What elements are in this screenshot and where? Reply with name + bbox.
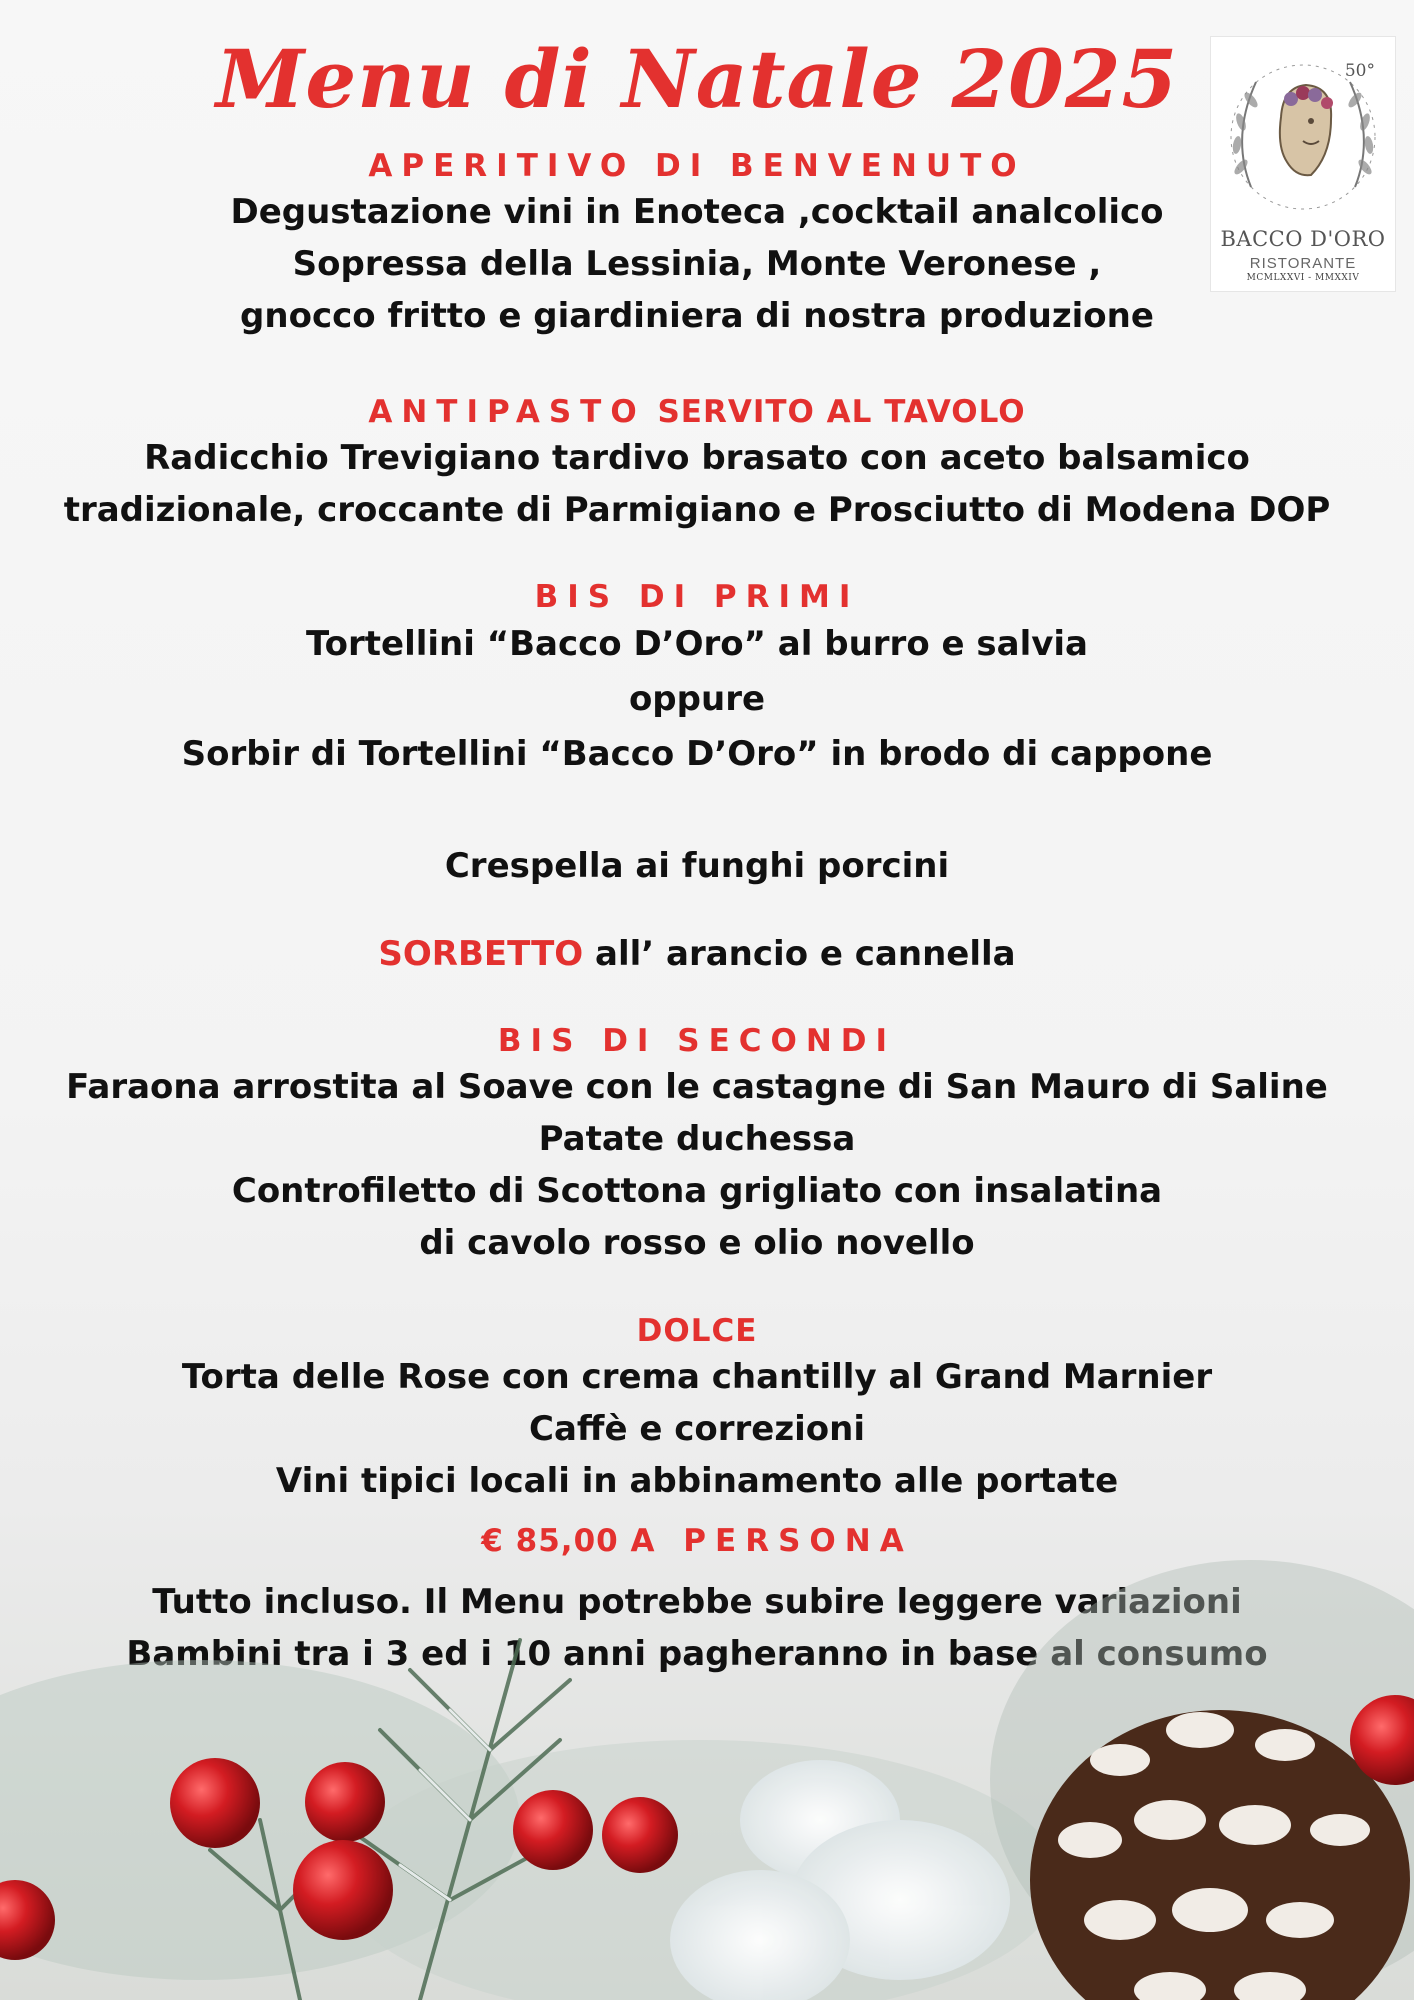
menu-line: gnocco fritto e giardiniera di nostra produzione	[240, 296, 1154, 336]
section-header: DOLCE	[636, 1313, 758, 1349]
section-crespella	[40, 840, 1354, 892]
section-header: APERITIVO DI BENVENUTO	[368, 148, 1026, 184]
menu-line: Radicchio Trevigiano tardivo brasato con aceto balsamico	[144, 438, 1250, 478]
christmas-decoration	[0, 1400, 1414, 2000]
berry-icon	[293, 1840, 393, 1940]
section-header: BIS DI SECONDI	[497, 1023, 897, 1059]
price-amount: € 85,00	[481, 1523, 619, 1559]
section-primi	[40, 577, 1354, 782]
menu-line: Degustazione vini in Enoteca ,cocktail analcolico	[230, 192, 1164, 232]
sorbetto-highlight: SORBETTO	[378, 934, 584, 974]
section-sorbetto	[40, 928, 1354, 980]
note-line: Tutto incluso. Il Menu potrebbe subire leggere variazioni	[152, 1582, 1242, 1622]
berry-icon	[170, 1758, 260, 1848]
section-aperitivo	[40, 146, 1354, 342]
price-label: A PERSONA	[630, 1523, 913, 1559]
menu-line: Sorbir di Tortellini “Bacco D’Oro” in brodo di cappone	[181, 734, 1213, 774]
section-header-spaced: ANTIPASTO	[368, 394, 646, 430]
note-line: Bambini tra i 3 ed i 10 anni pagheranno in base al consumo	[126, 1634, 1268, 1674]
page-title: Menu di Natale 2025	[215, 32, 1179, 126]
sorbetto-rest: all’ arancio e cannella	[595, 934, 1016, 974]
section-secondi	[40, 1021, 1354, 1269]
menu-line	[40, 928, 1354, 980]
menu-line: di cavolo rosso e olio novello	[419, 1223, 975, 1263]
menu-line: Faraona arrostita al Soave con le castagne di San Mauro di Saline	[66, 1067, 1328, 1107]
section-antipasto	[40, 392, 1354, 536]
menu-line: Vini tipici locali in abbinamento alle portate	[275, 1461, 1119, 1501]
brand-subtitle: RISTORANTE	[1249, 255, 1357, 272]
section-header	[40, 392, 1354, 432]
menu-line: Controfiletto di Scottona grigliato con insalatina	[231, 1171, 1163, 1211]
berry-icon	[513, 1790, 593, 1870]
brand-years: MCMLXXVI - MMXXIV	[1246, 273, 1360, 283]
brand-name: BACCO D'ORO	[1220, 227, 1386, 251]
anniversary-label: 50°	[1344, 61, 1375, 81]
menu-line: Crespella ai funghi porcini	[444, 846, 950, 886]
berry-icon	[305, 1762, 385, 1842]
section-header-rest: SERVITO AL TAVOLO	[657, 394, 1026, 430]
berry-icon	[602, 1797, 678, 1873]
menu-line: Torta delle Rose con crema chantilly al Grand Marnier	[181, 1357, 1213, 1397]
menu-line: oppure	[628, 679, 766, 719]
menu-line: tradizionale, croccante di Parmigiano e Prosciutto di Modena DOP	[63, 490, 1331, 530]
menu-line: Tortellini “Bacco D’Oro” al burro e salvia	[305, 624, 1089, 664]
menu-line: Sopressa della Lessinia, Monte Veronese ,	[292, 244, 1102, 284]
section-header: BIS DI PRIMI	[534, 579, 860, 615]
menu-line: Patate duchessa	[538, 1119, 856, 1159]
menu-line: Caffè e correzioni	[529, 1409, 865, 1449]
